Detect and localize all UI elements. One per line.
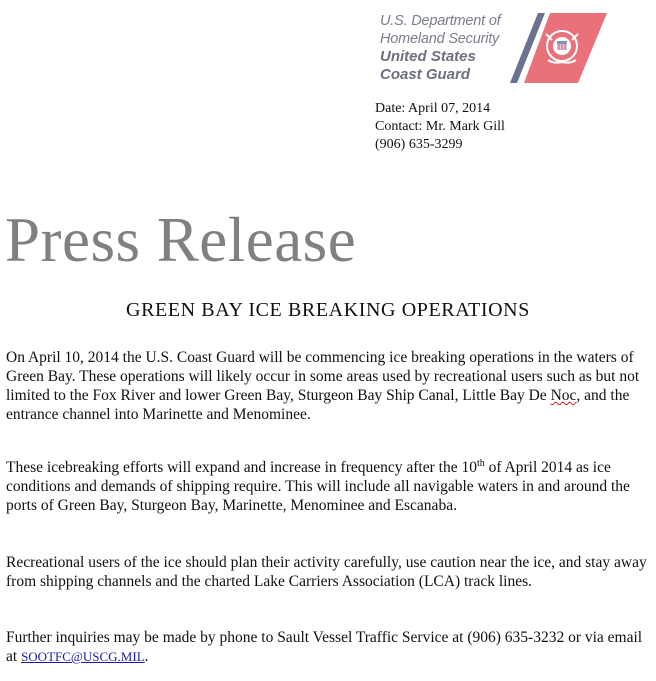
coast-guard-racing-stripe-logo-icon: [500, 10, 620, 90]
paragraph-1: [6, 348, 651, 424]
paragraph-1-text-end: , and the entrance channel into Marinette and Menominee.: [6, 387, 630, 423]
agency-line-4: Coast Guard: [380, 66, 471, 83]
ordinal-superscript: th: [476, 457, 485, 469]
agency-line-2: Homeland Security: [380, 31, 500, 47]
contact-info: [375, 100, 505, 154]
paragraph-2: [6, 458, 651, 515]
agency-name-block: [380, 12, 501, 84]
contact-phone: (906) 635-3299: [375, 137, 463, 152]
agency-line-3: United States: [380, 48, 476, 65]
headline: GREEN BAY ICE BREAKING OPERATIONS: [126, 299, 530, 321]
paragraph-3: Recreational users of the ice should plan their activity carefully, use caution near the ice, and stay away from shipping channels and the charted Lake Carriers Association (LCA) track lines.: [6, 554, 647, 590]
paragraph-2-text: These icebreaking efforts will expand and increase in frequency after the 10: [6, 459, 477, 476]
email-link[interactable]: SOOTFC@USCG.MIL: [21, 649, 145, 664]
contact-person: Contact: Mr. Mark Gill: [375, 119, 505, 134]
paragraph-1-text: On April 10, 2014 the U.S. Coast Guard will be commencing ice breaking operations in the waters of Green Bay. These operations will likely occur in some areas used by recreational users such as but not limited to the Fox River and lower Green Bay, Sturgeon Bay Ship Canal, Little Bay De: [6, 349, 640, 404]
spellcheck-flagged-word: Noc: [550, 387, 577, 404]
paragraph-4-text-end: .: [144, 648, 149, 665]
paragraph-4-text: Further inquiries may be made by phone to Sault Vessel Traffic Service at (906) 635-3232 or via email at: [6, 629, 643, 665]
paragraph-2-text-end: of April 2014 as ice conditions and demands of shipping require. This will include all navigable waters in and around the ports of Green Bay, Sturgeon Bay, Marinette, Menominee and Escanaba.: [6, 459, 630, 514]
agency-line-1: U.S. Department of: [380, 13, 501, 29]
paragraph-4: [6, 628, 651, 666]
page-title: Press Release: [5, 205, 357, 275]
release-date: Date: April 07, 2014: [375, 101, 491, 116]
